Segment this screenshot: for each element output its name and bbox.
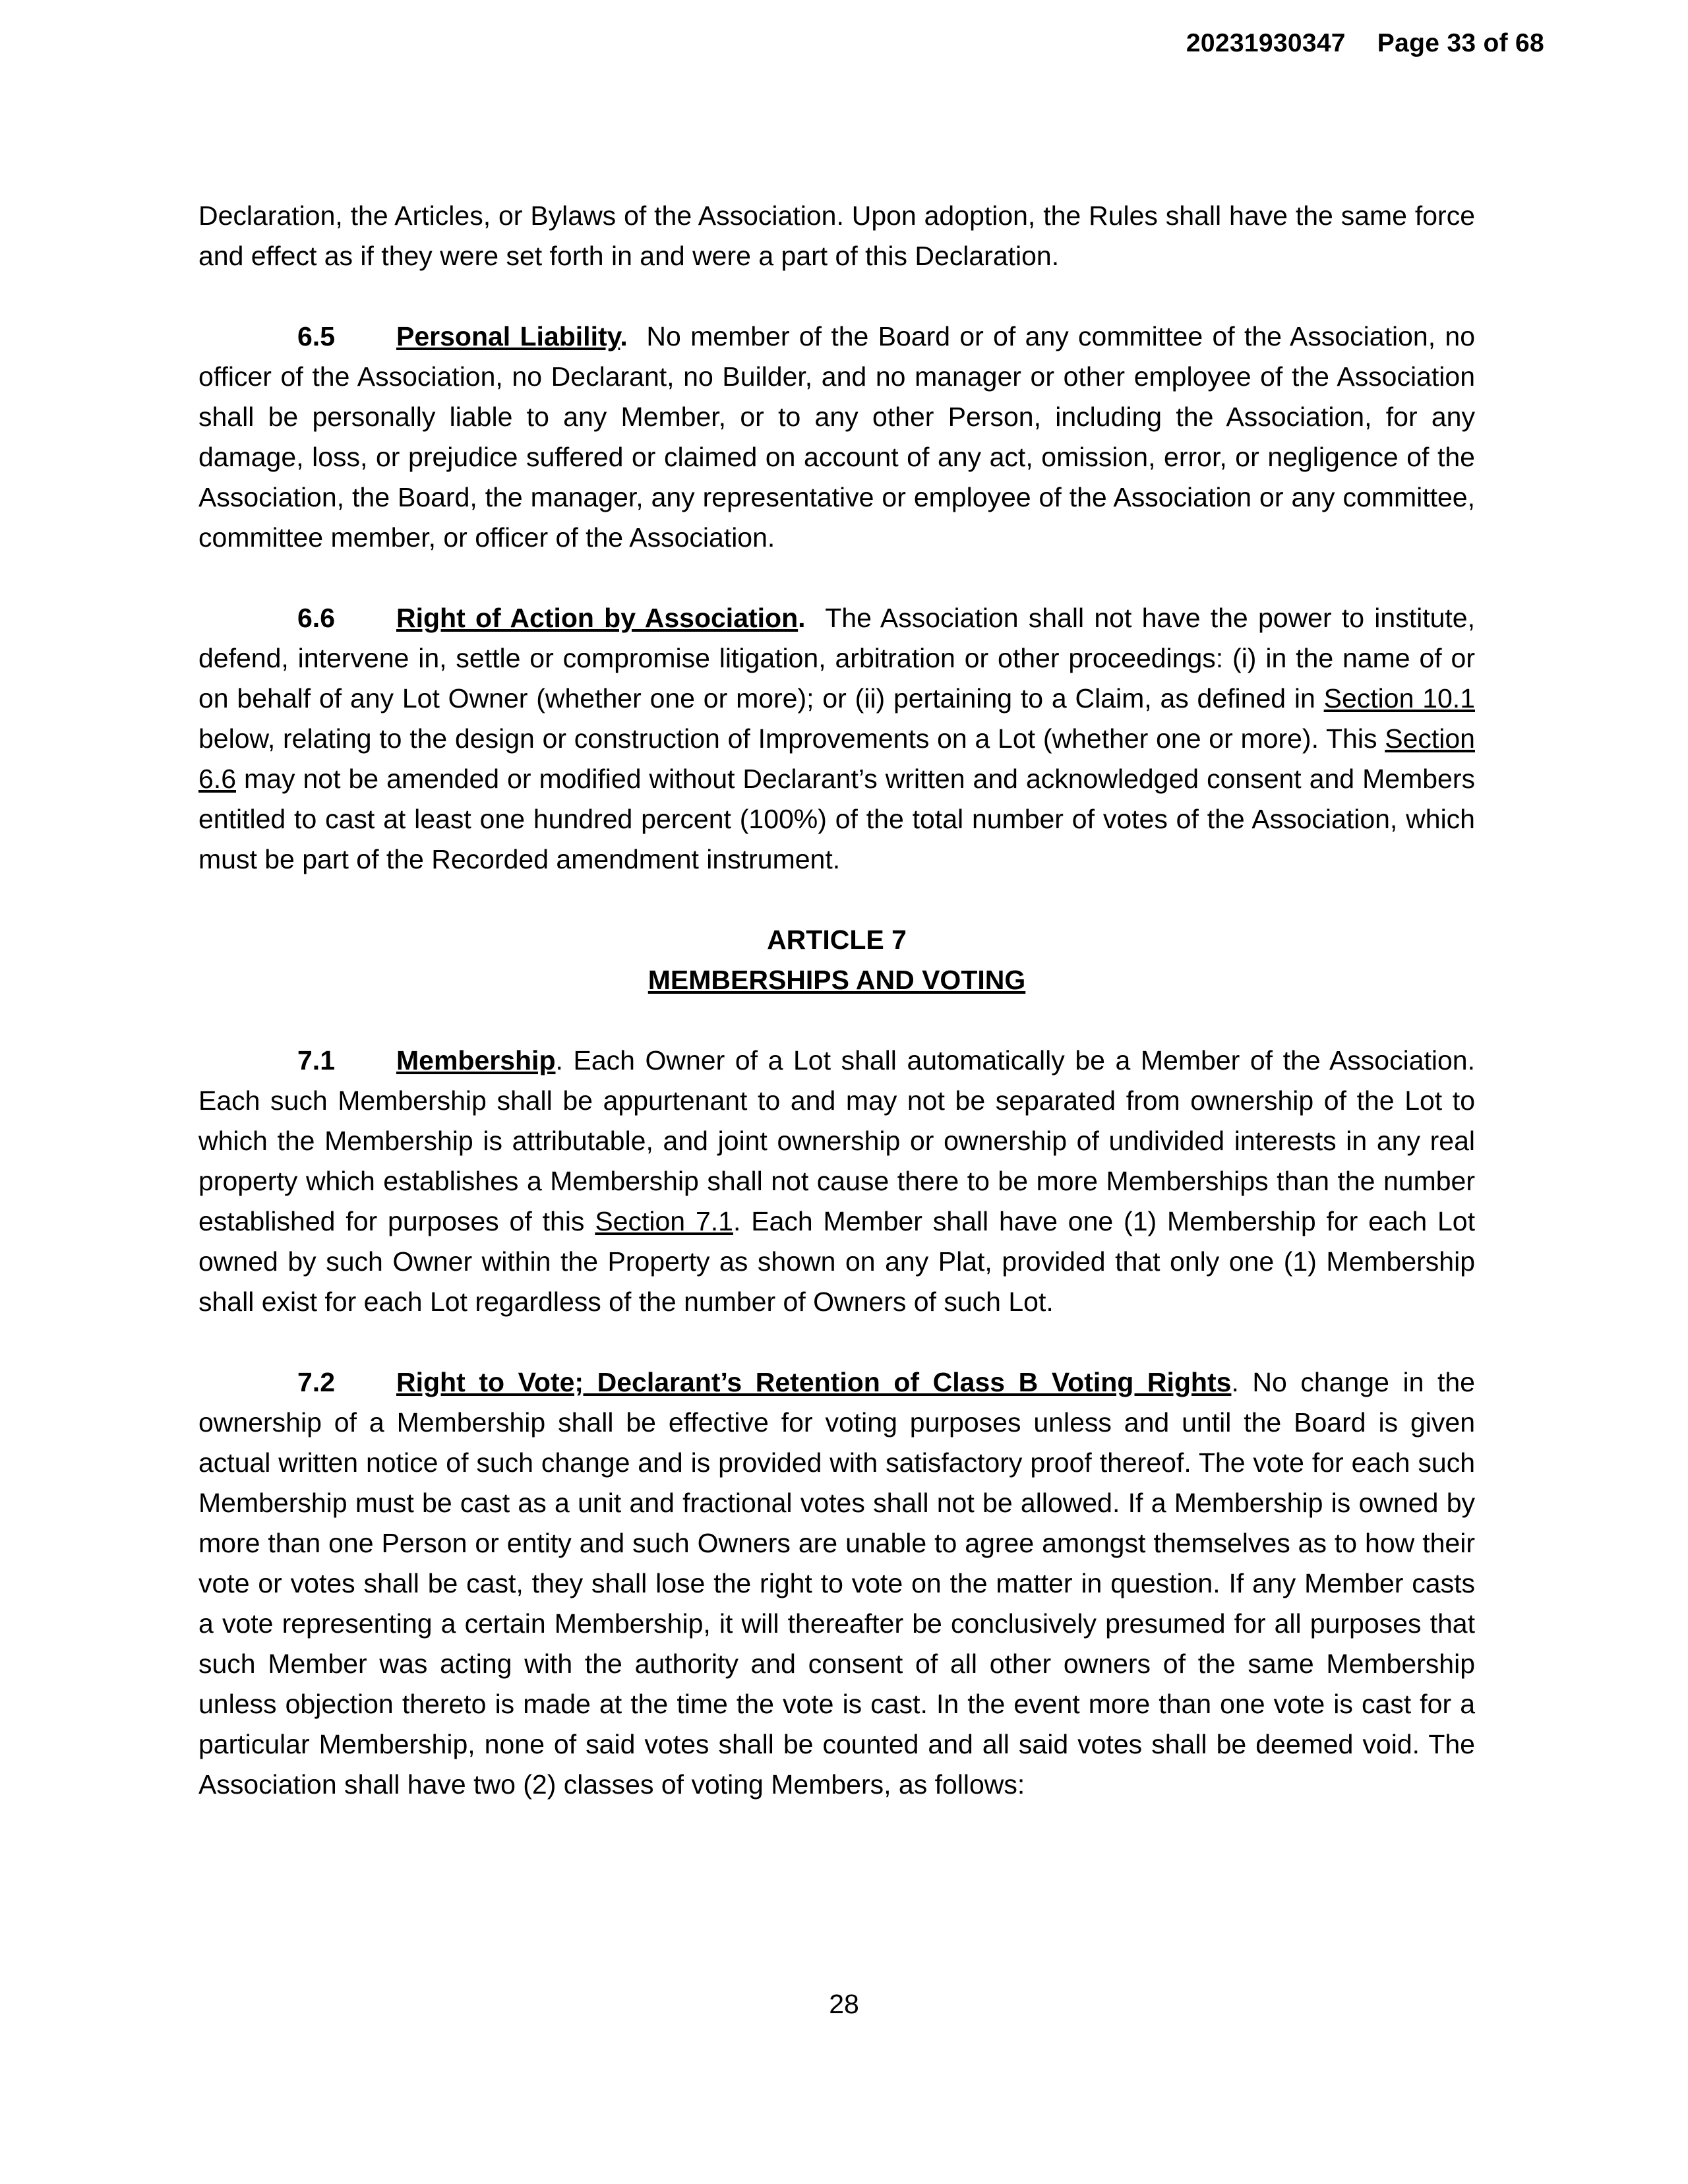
document-body	[198, 196, 1475, 1805]
section-text: may not be amended or modified without Declarant’s written and acknowledged consent and Members entitled to cast at least one hundred percent (100%) of the total number of votes of the Association, which must be part of the Recorded amendment instrument.	[198, 764, 1475, 874]
section-title: Personal Liability	[396, 321, 620, 351]
recording-header	[1186, 29, 1544, 58]
section-title: Right to Vote; Declarant’s Retention of Class B Voting Rights	[396, 1367, 1232, 1397]
section-text: below, relating to the design or construction of Improvements on a Lot (whether one or more). This	[198, 723, 1377, 754]
section-title: Right of Action by Association	[396, 603, 799, 633]
section-text: No member of the Board or of any committee of the Association, no officer of the Association, no Declarant, no Builder, and no manager or other employee of the Association shall be personally liable to any Member, or to any other Person, including the Association, for any damage, loss, or prejudice suffered or claimed on account of any act, omission, error, or negligence of the Association, the Board, the manager, any representative or employee of the Association or any committee, committee member, or officer of the Association.	[198, 321, 1475, 553]
page-count-label: Page 33 of 68	[1377, 29, 1544, 57]
section-text: . Each Owner of a Lot shall automatically be a Member of the Association. Each such Membership shall be appurtenant to and may not be separated from ownership of the Lot to which the Membership is attributable, and joint ownership or ownership of undivided interests in any real property which establishes a Membership shall not cause there to be more Memberships than the number established for purposes of this	[198, 1045, 1475, 1236]
section-6-6-paragraph	[198, 598, 1475, 880]
section-number: 7.2	[297, 1367, 335, 1397]
section-7-2-paragraph	[198, 1362, 1475, 1805]
continuation-paragraph	[198, 196, 1475, 276]
section-7-1-paragraph	[198, 1041, 1475, 1322]
cross-reference-section-6-6: Section 6.6	[198, 723, 1475, 794]
section-title-period: .	[798, 603, 806, 633]
continuation-text: Declaration, the Articles, or Bylaws of the Association. Upon adoption, the Rules shall have the same force and effect as if they were set forth in and were a part of this Declaration.	[198, 200, 1475, 271]
section-6-5-paragraph	[198, 317, 1475, 558]
section-number: 7.1	[297, 1045, 335, 1076]
cross-reference-section-10-1: Section 10.1	[1323, 683, 1475, 713]
article-subtitle: MEMBERSHIPS AND VOTING	[648, 965, 1026, 995]
section-text: . Each Member shall have one (1) Membership for each Lot owned by such Owner within the Property as shown on any Plat, provided that only one (1) Membership shall exist for each Lot regardless of the number of Owners of such Lot.	[198, 1206, 1475, 1317]
section-number: 6.6	[297, 603, 335, 633]
section-title: Membership	[396, 1045, 556, 1076]
document-number: 20231930347	[1186, 29, 1346, 57]
section-text: The Association shall not have the power to institute, defend, intervene in, settle or compromise litigation, arbitration or other proceedings: (i) in the name of or on behalf of any Lot Owner (whether one or more); or (ii) pertaining to a Claim, as defined in	[198, 603, 1475, 713]
cross-reference-section-7-1: Section 7.1	[595, 1206, 733, 1236]
section-title-period: .	[620, 321, 628, 351]
article-title: ARTICLE 7	[767, 925, 907, 955]
page-number: 28	[829, 1989, 859, 2019]
section-number: 6.5	[297, 321, 335, 351]
section-text: . No change in the ownership of a Membership shall be effective for voting purposes unless and until the Board is given actual written notice of such change and is provided with satisfactory proof thereof. The vote for each such Membership must be cast as a unit and fractional votes shall not be allowed. If a Membership is owned by more than one Person or entity and such Owners are unable to agree amongst themselves as to how their vote or votes shall be cast, they shall lose the right to vote on the matter in question. If any Member casts a vote representing a certain Membership, it will thereafter be conclusively presumed for all purposes that such Member was acting with the authority and consent of all other owners of the same Membership unless objection thereto is made at the time the vote is cast. In the event more than one vote is cast for a particular Membership, none of said votes shall be counted and all said votes shall be deemed void. The Association shall have two (2) classes of voting Members, as follows:	[198, 1367, 1475, 1800]
article-7-heading	[198, 920, 1475, 1000]
